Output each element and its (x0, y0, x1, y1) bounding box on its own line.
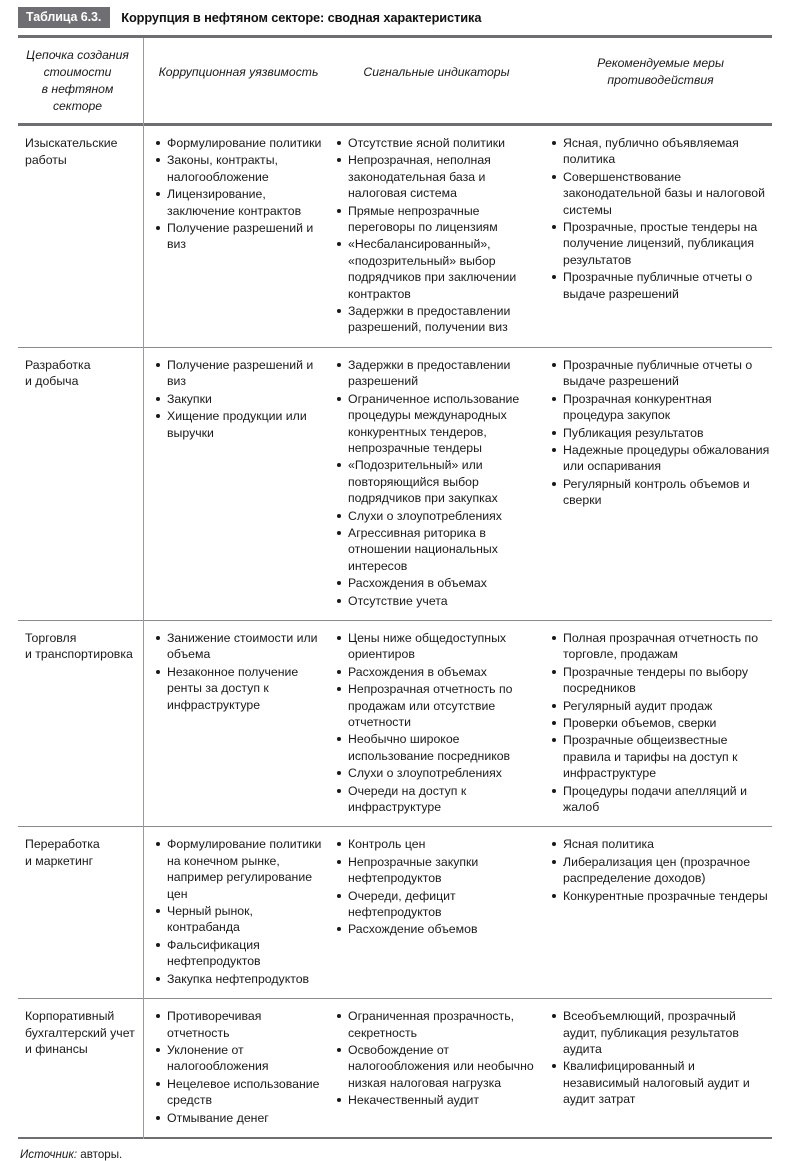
list-item: Слухи о злоупотреблениях (336, 508, 537, 524)
table-page (0, 7, 790, 1161)
list-item: Нецелевое использование средств (155, 1076, 322, 1109)
measure-list (551, 630, 770, 815)
stage-line: Торговля (25, 630, 77, 645)
table-row (18, 999, 772, 1137)
vulnerability-list (155, 1008, 322, 1126)
vulnerability-list (155, 357, 322, 441)
header-cell-indicators (328, 47, 543, 81)
list-item: Получение разрешений и виз (155, 357, 322, 390)
indicator-list (336, 630, 537, 815)
table-caption (18, 7, 772, 28)
list-item: Незаконное получение ренты за доступ к инфраструктуре (155, 664, 322, 713)
table-row (18, 126, 772, 347)
measure-list (551, 836, 770, 904)
list-item: Расхождения в объемах (336, 664, 537, 680)
stage-line: Корпоративный (25, 1009, 115, 1024)
indicator-list (336, 357, 537, 609)
table-number-tag: Таблица 6.3. (18, 7, 110, 28)
table-row (18, 621, 772, 826)
list-item: Уклонение от налогообложения (155, 1042, 322, 1075)
list-item: Прозрачные публичные отчеты о выдаче разрешений (551, 269, 770, 302)
list-item: Регулярный аудит продаж (551, 698, 770, 714)
list-item: Процедуры подачи апелляций и жалоб (551, 783, 770, 816)
list-item: Полная прозрачная отчетность по торговле, продажам (551, 630, 770, 663)
stage-cell (18, 357, 143, 390)
list-item: Слухи о злоупотреблениях (336, 765, 537, 781)
list-item: Квалифицированный и независимый налоговый аудит и аудит затрат (551, 1058, 770, 1107)
stage-name (20, 836, 135, 869)
list-item: Прозрачная конкурентная процедура закупок (551, 391, 770, 424)
stage-cell (18, 135, 143, 168)
table-header-row (18, 38, 772, 123)
vulnerability-list (155, 836, 322, 987)
header-line: Коррупционная уязвимость (158, 65, 319, 79)
list-item: «Подозрительный» или повторяющийся выбор подрядчиков при закупках (336, 457, 537, 506)
stage-line: работы (25, 152, 67, 167)
list-item: Непрозрачная, неполная законодательная база и налоговая система (336, 152, 537, 201)
measure-list (551, 357, 770, 509)
list-item: Задержки в предоставлении разрешений (336, 357, 537, 390)
header-line: Цепочка создания (26, 48, 129, 62)
list-item: Ясная политика (551, 836, 770, 852)
list-item: Занижение стоимости или объема (155, 630, 322, 663)
table-title: Коррупция в нефтяном секторе: сводная характеристика (121, 10, 482, 25)
stage-cell (18, 1008, 143, 1058)
stage-name (20, 357, 135, 390)
stage-line: Переработка (25, 837, 100, 852)
list-item: Очереди, дефицит нефтепродуктов (336, 888, 537, 921)
stage-cell (18, 630, 143, 663)
indicator-list (336, 836, 537, 937)
list-item: Расхождения в объемах (336, 575, 537, 591)
measure-list-cell (543, 836, 772, 905)
list-item: Закупка нефтепродуктов (155, 971, 322, 987)
list-item: Формулирование политики (155, 135, 322, 151)
header-cell-measures (543, 47, 772, 89)
header-line: Сигнальные индикаторы (363, 65, 510, 79)
list-item: Ограниченная прозрачность, секретность (336, 1008, 537, 1041)
list-item: Закупки (155, 391, 322, 407)
vulnerability-list-cell (143, 1008, 328, 1127)
table-row (18, 348, 772, 620)
table-row (18, 827, 772, 998)
table-bottom-rule (18, 1137, 772, 1139)
header-cell-value-chain (18, 47, 143, 115)
indicator-list (336, 135, 537, 336)
corruption-table (18, 38, 772, 1139)
list-item: Совершенствование законодательной базы и налоговой системы (551, 169, 770, 218)
stage-line: и добыча (25, 374, 79, 389)
indicator-list-cell (328, 836, 543, 938)
list-item: Хищение продукции или выручки (155, 408, 322, 441)
list-item: Ограниченное использование процедуры международных конкурентных тендеров, непрозрачные тендеры (336, 391, 537, 457)
measure-list (551, 1008, 770, 1107)
list-item: Прозрачные общеизвестные правила и тарифы на доступ к инфраструктуре (551, 732, 770, 781)
list-item: Лицензирование, заключение контрактов (155, 186, 322, 219)
list-item: Контроль цен (336, 836, 537, 852)
list-item: Либерализация цен (прозрачное распределение доходов) (551, 854, 770, 887)
list-item: Регулярный контроль объемов и сверки (551, 476, 770, 509)
list-item: Отсутствие учета (336, 593, 537, 609)
list-item: Расхождение объемов (336, 921, 537, 937)
list-item: Конкурентные прозрачные тендеры (551, 888, 770, 904)
header-line: в нефтяном секторе (41, 82, 114, 113)
source-value: авторы. (77, 1147, 123, 1161)
list-item: Получение разрешений и виз (155, 220, 322, 253)
stage-line: и финансы (25, 1042, 88, 1057)
list-item: Отсутствие ясной политики (336, 135, 537, 151)
header-line: Рекомендуемые меры (597, 56, 724, 70)
list-item: Прозрачные тендеры по выбору посредников (551, 664, 770, 697)
measure-list (551, 135, 770, 302)
list-item: Надежные процедуры обжалования или оспаривания (551, 442, 770, 475)
indicator-list-cell (328, 1008, 543, 1109)
list-item: Отмывание денег (155, 1110, 322, 1126)
stage-name (20, 630, 135, 663)
list-item: Непрозрачные закупки нефтепродуктов (336, 854, 537, 887)
list-item: Необычно широкое использование посредников (336, 731, 537, 764)
vulnerability-list-cell (143, 135, 328, 254)
vulnerability-list-cell (143, 630, 328, 714)
vulnerability-list-cell (143, 357, 328, 442)
list-item: Прозрачные, простые тендеры на получение лицензий, публикация результатов (551, 219, 770, 268)
list-item: Задержки в предоставлении разрешений, получении виз (336, 303, 537, 336)
list-item: Законы, контракты, налогообложение (155, 152, 322, 185)
stage-line: бухгалтерский учет (25, 1025, 135, 1040)
header-cell-vulnerability (143, 47, 328, 81)
stage-line: Изыскательские (25, 136, 118, 150)
header-line: противодействия (607, 73, 714, 87)
vulnerability-list (155, 630, 322, 713)
measure-list-cell (543, 630, 772, 816)
indicator-list-cell (328, 135, 543, 337)
list-item: Формулирование политики на конечном рынке, например регулирование цен (155, 836, 322, 902)
source-note (18, 1148, 772, 1161)
vulnerability-list (155, 135, 322, 253)
list-item: «Несбалансированный», «подозрительный» выбор подрядчиков при заключении контрактов (336, 236, 537, 302)
list-item: Непрозрачная отчетность по продажам или отсутствие отчетности (336, 681, 537, 730)
list-item: Освобождение от налогообложения или необычно низкая налоговая нагрузка (336, 1042, 537, 1091)
list-item: Черный рынок, контрабанда (155, 903, 322, 936)
list-item: Некачественный аудит (336, 1092, 537, 1108)
stage-line: и транспортировка (25, 647, 133, 662)
stage-line: Разработка (25, 357, 91, 372)
stage-line: и маркетинг (25, 853, 94, 868)
list-item: Прямые непрозрачные переговоры по лицензиям (336, 203, 537, 236)
stage-name (20, 135, 135, 168)
list-item: Проверки объемов, сверки (551, 715, 770, 731)
stage-name (20, 1008, 135, 1058)
list-item: Публикация результатов (551, 425, 770, 441)
measure-list-cell (543, 135, 772, 303)
list-item: Противоречивая отчетность (155, 1008, 322, 1041)
list-item: Прозрачные публичные отчеты о выдаче разрешений (551, 357, 770, 390)
stage-cell (18, 836, 143, 869)
indicator-list (336, 1008, 537, 1108)
list-item: Агрессивная риторика в отношении национальных интересов (336, 525, 537, 574)
list-item: Фальсификация нефтепродуктов (155, 937, 322, 970)
list-item: Всеобъемлющий, прозрачный аудит, публикация результатов аудита (551, 1008, 770, 1057)
list-item: Цены ниже общедоступных ориентиров (336, 630, 537, 663)
header-line: стоимости (43, 65, 112, 79)
source-label: Источник: (20, 1147, 78, 1161)
indicator-list-cell (328, 630, 543, 816)
vulnerability-list-cell (143, 836, 328, 988)
table-body (18, 126, 772, 1137)
list-item: Очереди на доступ к инфраструктуре (336, 783, 537, 816)
measure-list-cell (543, 1008, 772, 1108)
list-item: Ясная, публично объявляемая политика (551, 135, 770, 168)
indicator-list-cell (328, 357, 543, 610)
measure-list-cell (543, 357, 772, 510)
